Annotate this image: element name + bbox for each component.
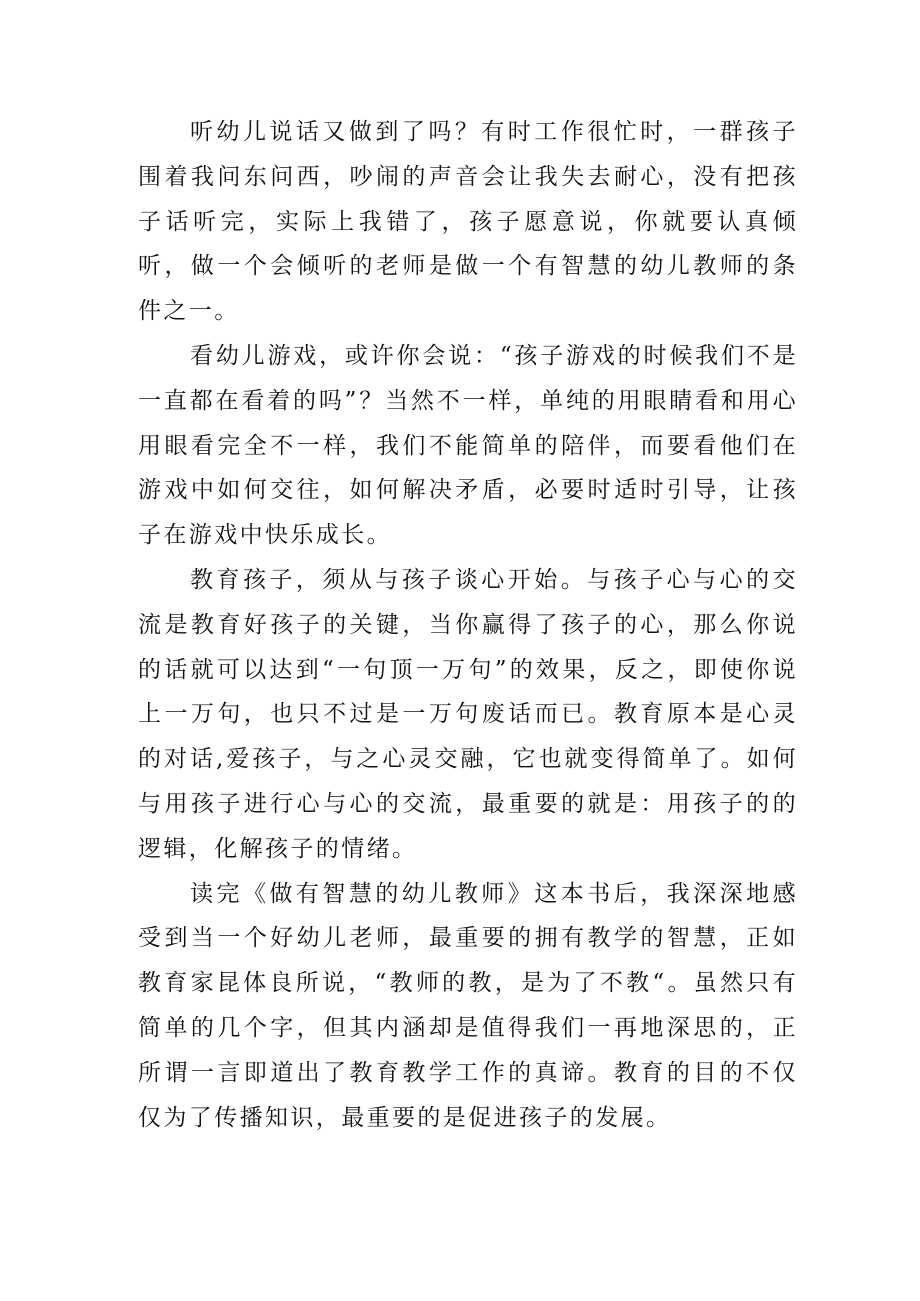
paragraph-heart-talk: 教育孩子，须从与孩子谈心开始。与孩子心与心的交流是教育好孩子的关键，当你赢得了孩子的心，那么你说的话就可以达到“一句顶一万句”的效果，反之，即使你说上一万句，也只不过是一万句废话而已。教育原本是心灵的对话,爱孩子，与之心灵交融，它也就变得简单了。如何与用孩子进行心与心的交流，最重要的就是：用孩子的的逻辑，化解孩子的情绪。 [138,566,798,862]
paragraph-listen: 听幼儿说话又做到了吗？有时工作很忙时，一群孩子围着我问东问西，吵闹的声音会让我失去耐心，没有把孩子话听完，实际上我错了，孩子愿意说，你就要认真倾听，做一个会倾听的老师是做一个有智慧的幼儿教师的条件之一。 [138,119,798,325]
paragraph-watch-games: 看幼儿游戏，或许你会说：“孩子游戏的时候我们不是一直都在看着的吗”？当然不一样，单纯的用眼睛看和用心用眼看完全不一样，我们不能简单的陪伴，而要看他们在游戏中如何交往，如何解决矛盾，必要时适时引导，让孩子在游戏中快乐成长。 [138,342,798,549]
document-body [138,110,798,1140]
paragraph-book-reflection: 读完《做有智慧的幼儿教师》这本书后，我深深地感受到当一个好幼儿老师，最重要的拥有教学的智慧，正如教育家昆体良所说，“教师的教，是为了不教“。虽然只有简单的几个字，但其内涵却是值得我们一再地深思的，正所谓一言即道出了教育教学工作的真谛。教育的目的不仅仅为了传播知识，最重要的是促进孩子的发展。 [138,880,798,1131]
